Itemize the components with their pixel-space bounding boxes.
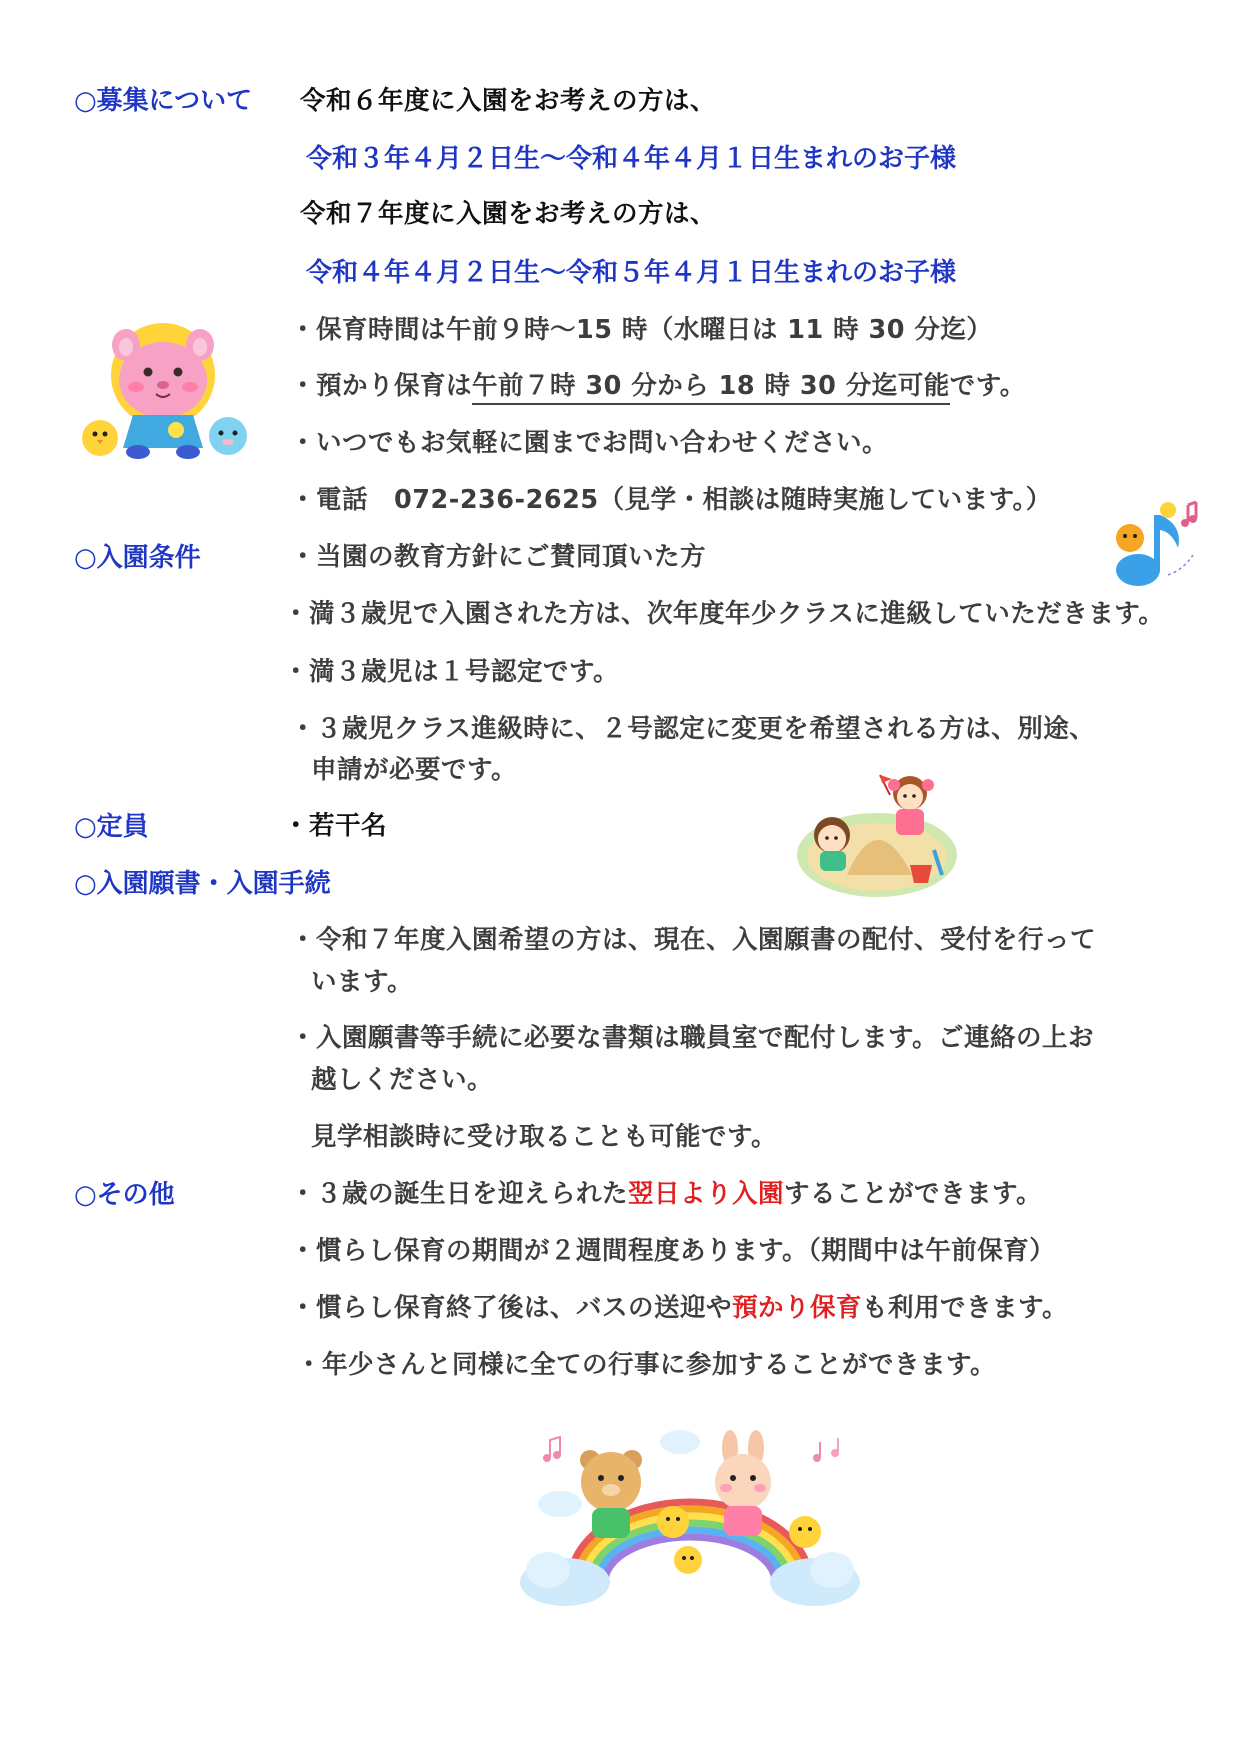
gansho-item-2b: 越しください。: [311, 1065, 494, 1095]
joken-item-3: ・満３歳児は１号認定です。: [283, 657, 619, 687]
sonota-item-3-pre: ・慣らし保育終了後は、バスの送迎や: [290, 1293, 733, 1323]
gansho-item-2c: 見学相談時に受け取ることも可能です。: [311, 1122, 777, 1152]
sandbox-children-icon: [792, 765, 962, 900]
gansho-item-1a: ・令和７年度入園希望の方は、現在、入園願書の配付、受付を行って: [290, 925, 1097, 955]
sonota-item-1-red: 翌日より入園: [628, 1179, 785, 1209]
azukari-prefix: ・預かり保育は: [290, 371, 473, 401]
sonota-item-3-red: 預かり保育: [732, 1293, 863, 1323]
sonota-item-3: [290, 1288, 1068, 1324]
sonota-item-4: ・年少さんと同様に全ての行事に参加することができます。: [296, 1350, 996, 1380]
heading-joken: ○入園条件: [74, 543, 201, 573]
gansho-item-2a: ・入園願書等手続に必要な書類は職員室で配付します。ご連絡の上お: [290, 1023, 1094, 1053]
music-note-cat-icon: [1108, 500, 1208, 590]
pig-character-icon: [78, 330, 248, 465]
heading-teiin: ○定員: [74, 812, 149, 842]
joken-item-2: ・満３歳児で入園された方は、次年度年少クラスに進級していただきます。: [283, 599, 1165, 629]
sonota-item-3-post: も利用できます。: [862, 1293, 1068, 1323]
boshu-hours: ・保育時間は午前９時～15 時（水曜日は 11 時 30 分迄）: [290, 315, 993, 345]
gansho-item-1b: います。: [311, 967, 413, 997]
boshu-line-r7: 令和７年度に入園をお考えの方は、: [300, 199, 717, 229]
sonota-item-1-pre: ・３歳の誕生日を迎えられた: [290, 1179, 629, 1209]
sonota-item-1: [290, 1174, 1042, 1210]
heading-boshu: ○募集について: [74, 86, 253, 116]
heading-gansho: ○入園願書・入園手続: [74, 869, 331, 899]
rainbow-animals-icon: [520, 1412, 860, 1612]
teiin-value: ・若干名: [283, 811, 388, 841]
sonota-item-2: ・慣らし保育の期間が２週間程度あります。（期間中は午前保育）: [290, 1236, 1056, 1266]
boshu-birth-range-r7: 令和４年４月２日生～令和５年４月１日生まれのお子様: [306, 258, 957, 288]
boshu-phone: ・電話 072-236-2625（見学・相談は随時実施しています。）: [290, 485, 1052, 515]
boshu-line-r6: 令和６年度に入園をお考えの方は、: [300, 86, 717, 116]
boshu-azukari: [290, 366, 1026, 402]
joken-item-4a: ・３歳児クラス進級時に、２号認定に変更を希望される方は、別途、: [290, 714, 1096, 744]
sonota-item-1-post: することができます。: [784, 1179, 1042, 1209]
joken-item-4b: 申請が必要です。: [311, 755, 517, 785]
azukari-hours-underlined: 午前７時 30 分から 18 時 30 分迄可能: [472, 371, 950, 405]
joken-item-1: ・当園の教育方針にご賛同頂いた方: [290, 542, 707, 572]
boshu-birth-range-r6: 令和３年４月２日生～令和４年４月１日生まれのお子様: [306, 144, 957, 174]
azukari-suffix: です。: [949, 371, 1026, 401]
heading-sonota: ○その他: [74, 1180, 175, 1210]
boshu-contact: ・いつでもお気軽に園までお問い合わせください。: [290, 428, 889, 458]
